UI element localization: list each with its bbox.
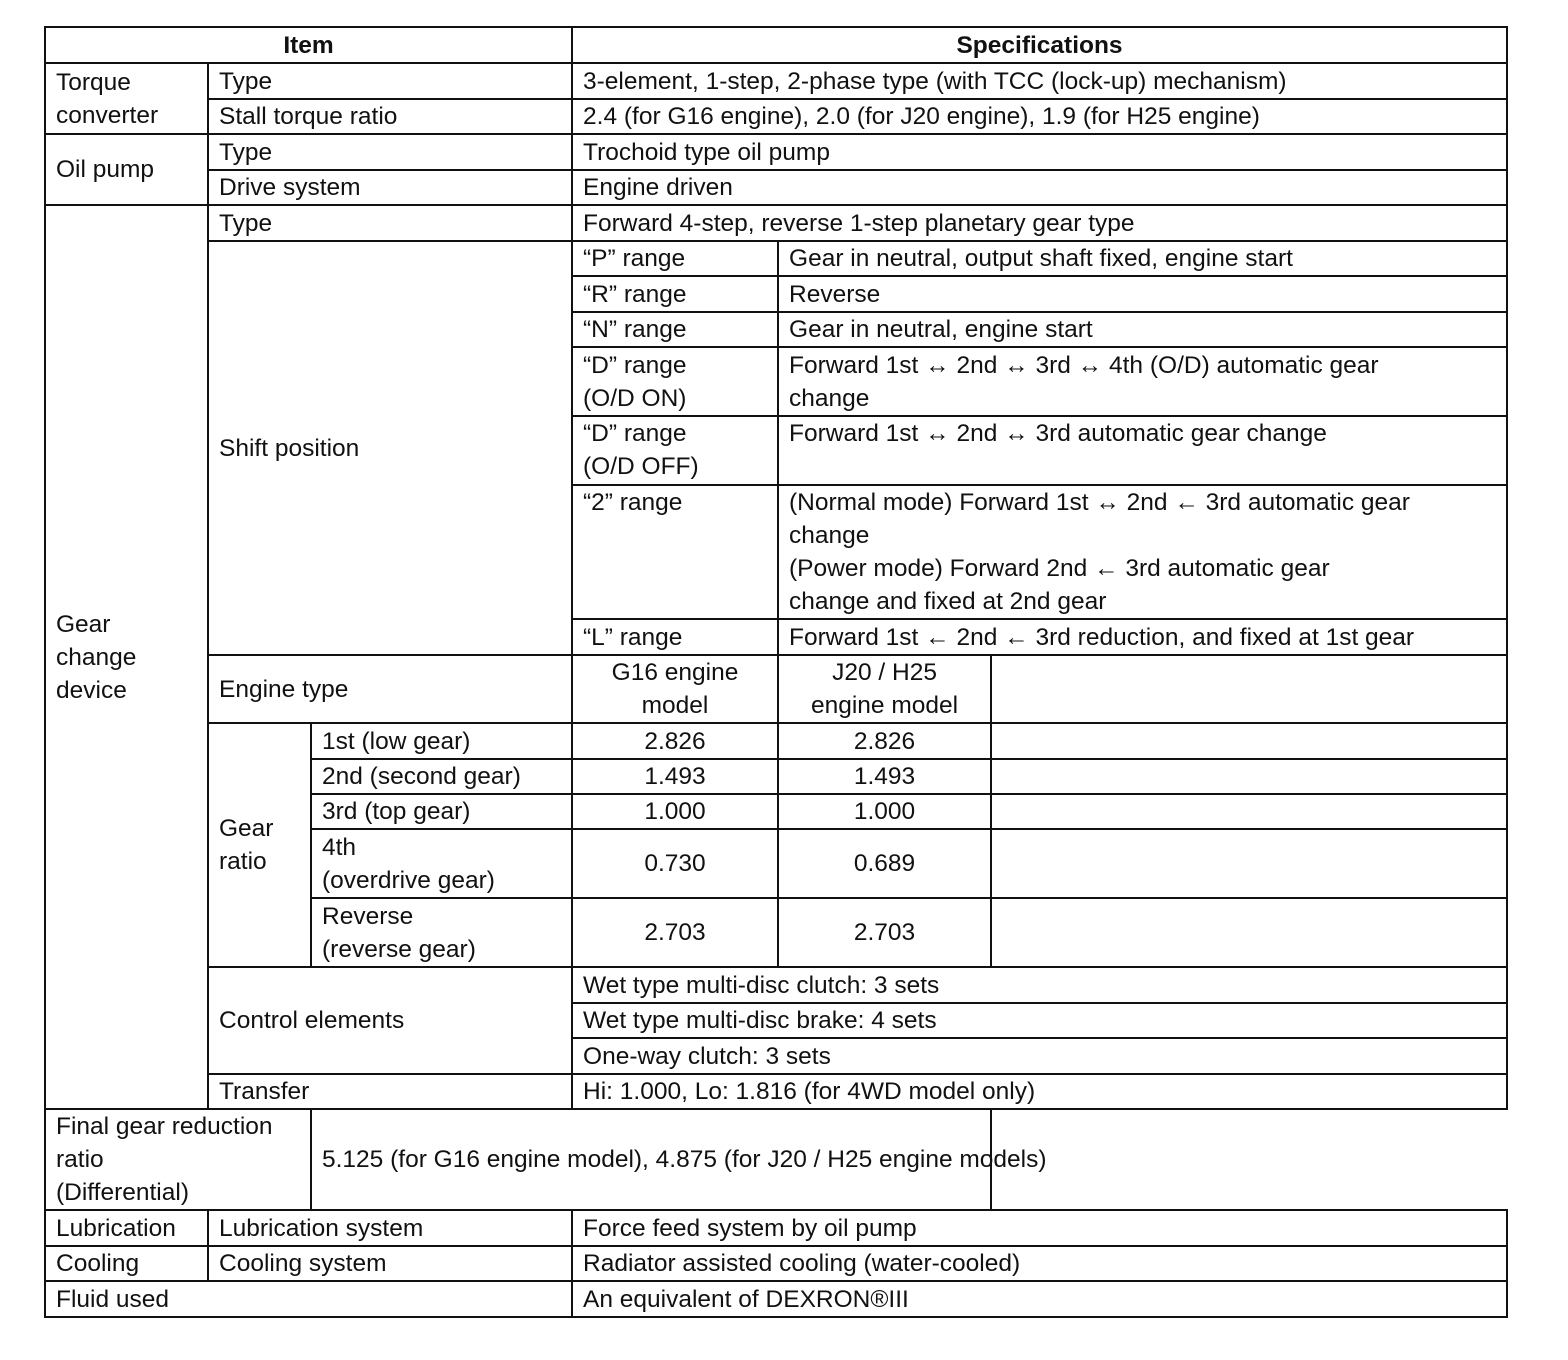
gear-name: Reverse (reverse gear) [311, 898, 572, 967]
tc-type-label: Type [208, 63, 572, 99]
empty-cell [991, 759, 1507, 794]
gear-ratio-j20: 2.826 [778, 723, 991, 759]
final-gear-label: Final gear reduction ratio (Differential) [45, 1109, 311, 1210]
empty-cell [991, 829, 1507, 898]
lubrication-system-value: Force feed system by oil pump [572, 1210, 1507, 1246]
empty-cell [991, 794, 1507, 829]
empty-cell [991, 655, 1507, 723]
range-desc: Gear in neutral, output shaft fixed, engine start [778, 241, 1507, 276]
gear-name: 2nd (second gear) [311, 759, 572, 794]
table-row [45, 205, 1507, 241]
gear-name: 4th (overdrive gear) [311, 829, 572, 898]
transfer-value: Hi: 1.000, Lo: 1.816 (for 4WD model only) [572, 1074, 1507, 1109]
range-name: “N” range [572, 312, 778, 347]
table-row [45, 1246, 1507, 1281]
gear-name: 1st (low gear) [311, 723, 572, 759]
table-row [45, 134, 1507, 170]
engine-j20-header: J20 / H25 engine model [778, 655, 991, 723]
fluid-used-value: An equivalent of DEXRON®III [572, 1281, 1507, 1317]
table-row [45, 1210, 1507, 1246]
op-type-label: Type [208, 134, 572, 170]
lubrication-label: Lubrication [45, 1210, 208, 1246]
shift-position-label: Shift position [208, 241, 572, 655]
fluid-used-label: Fluid used [45, 1281, 572, 1317]
table-row [45, 99, 1507, 134]
range-name: “D” range (O/D ON) [572, 347, 778, 416]
gc-type-value: Forward 4-step, reverse 1-step planetary gear type [572, 205, 1507, 241]
lubrication-system-label: Lubrication system [208, 1210, 572, 1246]
tc-stall-value: 2.4 (for G16 engine), 2.0 (for J20 engine), 1.9 (for H25 engine) [572, 99, 1507, 134]
control-value: One-way clutch: 3 sets [572, 1038, 1507, 1074]
empty-cell [991, 723, 1507, 759]
gc-type-label: Type [208, 205, 572, 241]
range-name: “L” range [572, 619, 778, 655]
table-row [45, 1281, 1507, 1317]
tc-type-value: 3-element, 1-step, 2-phase type (with TCC (lock-up) mechanism) [572, 63, 1507, 99]
gear-ratio-j20: 1.493 [778, 759, 991, 794]
table-row [45, 63, 1507, 99]
range-name: “P” range [572, 241, 778, 276]
header-row [45, 27, 1507, 63]
control-row [45, 967, 1507, 1003]
torque-converter-label: Torque converter [45, 63, 208, 134]
final-gear-value: 5.125 (for G16 engine model), 4.875 (for J20 / H25 engine models) [311, 1109, 991, 1210]
range-name: “D” range (O/D OFF) [572, 416, 778, 485]
tc-stall-label: Stall torque ratio [208, 99, 572, 134]
gear-ratio-g16: 2.703 [572, 898, 778, 967]
op-drive-value: Engine driven [572, 170, 1507, 205]
op-type-value: Trochoid type oil pump [572, 134, 1507, 170]
engine-type-row [45, 655, 1507, 723]
transfer-label: Transfer [208, 1074, 572, 1109]
op-drive-label: Drive system [208, 170, 572, 205]
gear-ratio-j20: 1.000 [778, 794, 991, 829]
control-elements-label: Control elements [208, 967, 572, 1074]
gear-ratio-label: Gear ratio [208, 723, 311, 967]
engine-type-label: Engine type [208, 655, 572, 723]
gear-ratio-j20: 2.703 [778, 898, 991, 967]
table-row [45, 1074, 1507, 1109]
range-name: “2” range [572, 485, 778, 619]
range-row [45, 241, 1507, 276]
gear-ratio-row [45, 723, 1507, 759]
engine-g16-header: G16 engine model [572, 655, 778, 723]
gear-ratio-g16: 1.000 [572, 794, 778, 829]
range-desc: Reverse [778, 276, 1507, 312]
gear-name: 3rd (top gear) [311, 794, 572, 829]
specifications-table [44, 26, 1508, 1318]
table-row [45, 170, 1507, 205]
cooling-system-value: Radiator assisted cooling (water-cooled) [572, 1246, 1507, 1281]
cooling-system-label: Cooling system [208, 1246, 572, 1281]
table-row [45, 1109, 1507, 1210]
empty-cell [991, 898, 1507, 967]
header-item: Item [45, 27, 572, 63]
gear-ratio-g16: 0.730 [572, 829, 778, 898]
gear-ratio-g16: 1.493 [572, 759, 778, 794]
range-name: “R” range [572, 276, 778, 312]
control-value: Wet type multi-disc clutch: 3 sets [572, 967, 1507, 1003]
range-desc: Forward 1st ↔ 2nd ↔ 3rd automatic gear change [778, 416, 1507, 485]
oil-pump-label: Oil pump [45, 134, 208, 205]
range-desc: (Normal mode) Forward 1st ↔ 2nd ← 3rd automatic gear change (Power mode) Forward 2nd ← 3rd automatic gear change and fixed at 2nd gear [778, 485, 1507, 619]
range-desc: Gear in neutral, engine start [778, 312, 1507, 347]
cooling-label: Cooling [45, 1246, 208, 1281]
gear-ratio-j20: 0.689 [778, 829, 991, 898]
header-specifications: Specifications [572, 27, 1507, 63]
gear-change-device-label: Gear change device [45, 205, 208, 1109]
control-value: Wet type multi-disc brake: 4 sets [572, 1003, 1507, 1038]
range-desc: Forward 1st ↔ 2nd ↔ 3rd ↔ 4th (O/D) automatic gear change [778, 347, 1507, 416]
range-desc: Forward 1st ← 2nd ← 3rd reduction, and fixed at 1st gear [778, 619, 1507, 655]
gear-ratio-g16: 2.826 [572, 723, 778, 759]
